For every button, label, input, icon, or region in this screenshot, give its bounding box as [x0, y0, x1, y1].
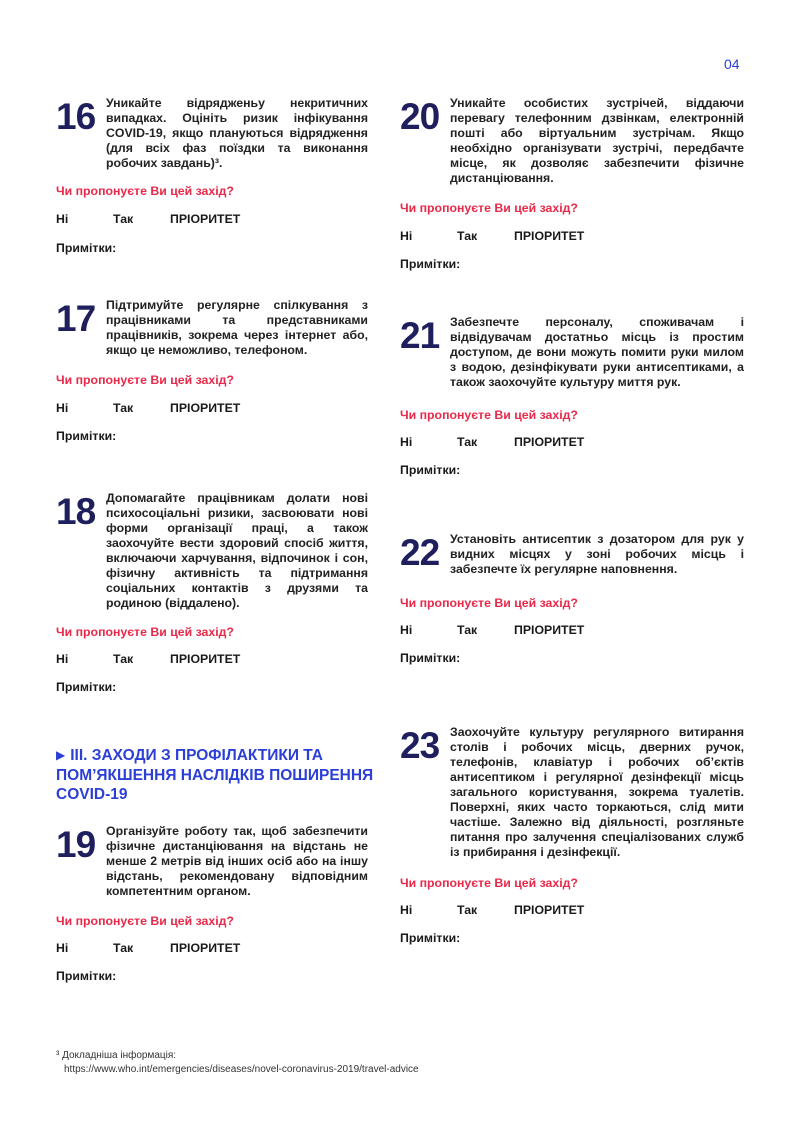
measure-19 — [56, 824, 368, 984]
answer-options — [400, 623, 584, 637]
answer-options — [400, 229, 584, 243]
measure-question: Чи пропонуєте Ви цей захід? — [56, 914, 234, 928]
answer-priority[interactable]: ПРІОРИТЕТ — [514, 903, 585, 917]
measure-18 — [56, 491, 368, 701]
measure-22 — [400, 532, 744, 672]
measure-question: Чи пропонуєте Ви цей захід? — [400, 201, 578, 215]
measure-number: 20 — [400, 96, 440, 137]
measure-number: 22 — [400, 532, 440, 573]
answer-no[interactable]: Ні — [56, 941, 69, 955]
answer-priority[interactable]: ПРІОРИТЕТ — [170, 212, 241, 226]
measure-text: Уникайте відрядженьу некритичних випадках. Оцініть ризик інфікування COVID-19, якщо плануються відрядження (для всіх фаз поїздки та виконання робочих завдань)³. — [106, 96, 368, 170]
answer-no[interactable]: Ні — [400, 435, 413, 449]
answer-priority[interactable]: ПРІОРИТЕТ — [170, 652, 241, 666]
footnote — [56, 1049, 419, 1077]
answer-yes[interactable]: Так — [113, 401, 134, 415]
answer-options — [56, 401, 240, 415]
answer-yes[interactable]: Так — [457, 229, 478, 243]
answer-no[interactable]: Ні — [400, 903, 413, 917]
answer-yes[interactable]: Так — [457, 435, 478, 449]
measure-number: 23 — [400, 725, 440, 766]
answer-priority[interactable]: ПРІОРИТЕТ — [170, 941, 241, 955]
measure-21 — [400, 315, 744, 485]
notes-label: Примітки: — [56, 241, 117, 255]
measure-number: 19 — [56, 824, 96, 865]
answer-yes[interactable]: Так — [113, 212, 134, 226]
answer-priority[interactable]: ПРІОРИТЕТ — [514, 623, 585, 637]
measure-text: Уникайте особистих зустрічей, віддаючи перевагу телефонним дзвінкам, електронній пошті або віртуальним зустрічам. Якщо необхідно організувати зустрічі, передбачте місце, як дозволяє забезпечити фізичне дистанціювання. — [450, 96, 744, 185]
answer-yes[interactable]: Так — [457, 903, 478, 917]
answer-yes[interactable]: Так — [457, 623, 478, 637]
measure-23 — [400, 725, 744, 960]
measure-20 — [400, 96, 744, 276]
answer-yes[interactable]: Так — [113, 941, 134, 955]
answer-priority[interactable]: ПРІОРИТЕТ — [514, 435, 585, 449]
notes-label: Примітки: — [56, 429, 117, 443]
measure-number: 17 — [56, 298, 96, 339]
measure-question: Чи пропонуєте Ви цей захід? — [400, 408, 578, 422]
page-number: 04 — [724, 56, 740, 72]
measure-text: Допомагайте працівникам долати нові психосоціальні ризики, засвоювати нові форми організації праці, а також заохочуйте вести здоровий спосіб життя, включаючи харчування, відпочинок і сон, фізичну активність та підтримання соціальних контактів з друзями та родиною (віддалено). — [106, 491, 368, 610]
footnote-label: ³ Докладніша інформація: — [56, 1050, 177, 1061]
answer-yes[interactable]: Так — [113, 652, 134, 666]
measure-17 — [56, 298, 368, 448]
answer-no[interactable]: Ні — [400, 623, 413, 637]
answer-options — [400, 903, 584, 917]
answer-options — [400, 435, 584, 449]
answer-no[interactable]: Ні — [56, 212, 69, 226]
measure-text: Організуйте роботу так, щоб забезпечити фізичне дистанціювання на відстань не менше 2 метрів від інших осіб або на іншу відстань, рекомендовану відповідним компетентним органом. — [106, 824, 368, 898]
answer-options — [56, 212, 240, 226]
measure-number: 16 — [56, 96, 96, 137]
notes-label: Примітки: — [400, 651, 461, 665]
answer-no[interactable]: Ні — [56, 401, 69, 415]
answer-priority[interactable]: ПРІОРИТЕТ — [170, 401, 241, 415]
measure-text: Установіть антисептик з дозатором для рук у видних місцях у зоні робочих місць і забезпечте їх регулярне наповнення. — [450, 532, 744, 576]
notes-label: Примітки: — [400, 257, 461, 271]
answer-options — [56, 941, 240, 955]
answer-no[interactable]: Ні — [400, 229, 413, 243]
notes-label: Примітки: — [400, 463, 461, 477]
measure-16 — [56, 96, 368, 256]
measure-number: 18 — [56, 491, 96, 532]
answer-priority[interactable]: ПРІОРИТЕТ — [514, 229, 585, 243]
notes-label: Примітки: — [56, 680, 117, 694]
section-marker-icon: ▶ — [56, 748, 66, 762]
measure-question: Чи пропонуєте Ви цей захід? — [56, 184, 234, 198]
section-title — [56, 746, 376, 805]
answer-no[interactable]: Ні — [56, 652, 69, 666]
measure-question: Чи пропонуєте Ви цей захід? — [400, 596, 578, 610]
notes-label: Примітки: — [56, 969, 117, 983]
measure-question: Чи пропонуєте Ви цей захід? — [56, 373, 234, 387]
section-title-text: III. ЗАХОДИ З ПРОФІЛАКТИКИ ТА ПОМ’ЯКШЕННЯ НАСЛІДКІВ ПОШИРЕННЯ COVID-19 — [56, 747, 374, 803]
measure-text: Забезпечте персоналу, споживачам і відвідувачам достатньо місць із простим доступом, де вони можуть помити руки милом з водою, дезінфікувати руки антисептиками, а також заохочуйте культуру миття рук. — [450, 315, 744, 389]
measure-text: Заохочуйте культуру регулярного витирання столів і робочих місць, дверних ручок, телефонів, клавіатур і робочих об’єктів антисептиком і регулярної дезінфекції місць загального користування, зокрема туалетів. Поверхні, яких часто торкаються, слід мити частіше. Залежно від діяльності, розгляньте питання про залучення спеціалізованих служб із прибирання і дезінфекції. — [450, 725, 744, 859]
measure-number: 21 — [400, 315, 440, 356]
measure-question: Чи пропонуєте Ви цей захід? — [56, 625, 234, 639]
answer-options — [56, 652, 240, 666]
footnote-link[interactable]: https://www.who.int/emergencies/diseases/novel-coronavirus-2019/travel-advice — [64, 1064, 419, 1075]
measure-question: Чи пропонуєте Ви цей захід? — [400, 876, 578, 890]
notes-label: Примітки: — [400, 931, 461, 945]
measure-text: Підтримуйте регулярне спілкування з працівниками та представниками працівників, зокрема через інтернет або, якщо це неможливо, телефоном. — [106, 298, 368, 357]
